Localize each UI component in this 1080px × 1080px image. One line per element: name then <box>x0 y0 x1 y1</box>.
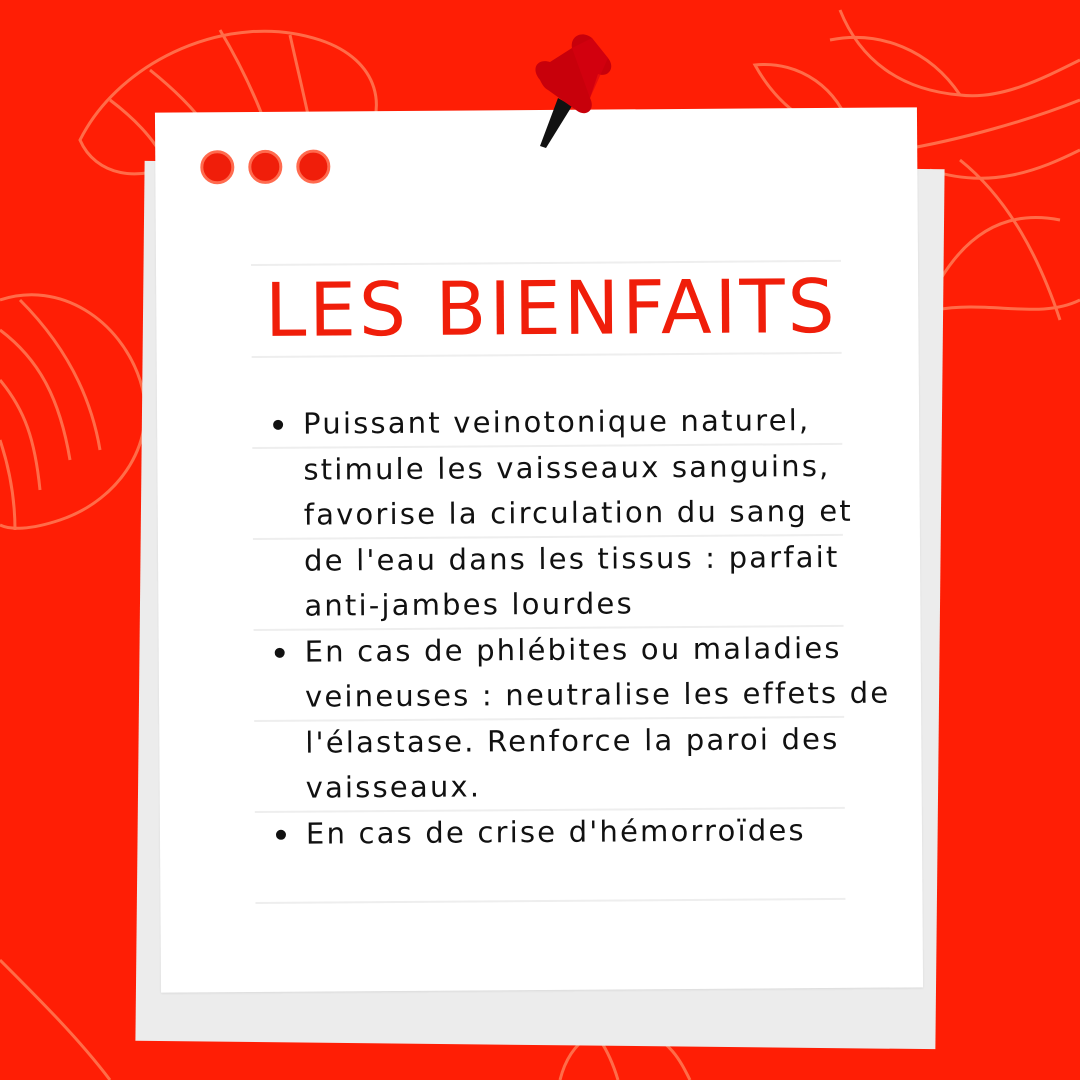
list-item <box>306 807 896 857</box>
list-item <box>305 625 896 811</box>
dot-2 <box>248 150 282 184</box>
card-title: LES BIENFAITS <box>264 263 838 354</box>
list-item <box>303 398 895 630</box>
ruled-line <box>255 898 845 904</box>
dot-3 <box>296 149 330 183</box>
window-dots-icon <box>200 149 330 184</box>
note-card <box>155 107 923 992</box>
push-pin-icon <box>520 28 620 158</box>
bullet-icon <box>275 647 285 657</box>
bullet-icon <box>276 829 286 839</box>
benefit-text: En cas de crise d'hémorroïdes <box>305 812 806 851</box>
benefit-text: En cas de phlébites ou maladies veineuses : neutralise les effets de l'élastase. Renforce la paroi des vaisseaux. <box>304 630 891 805</box>
benefits-list <box>303 398 896 857</box>
benefit-text: Puissant veinotonique naturel, stimule les vaisseaux sanguins, favorise la circulation du sang et de l'eau dans les tissus : parfait anti-jambes lourdes <box>302 403 854 623</box>
bullet-icon <box>273 420 283 430</box>
dot-1 <box>200 150 234 184</box>
